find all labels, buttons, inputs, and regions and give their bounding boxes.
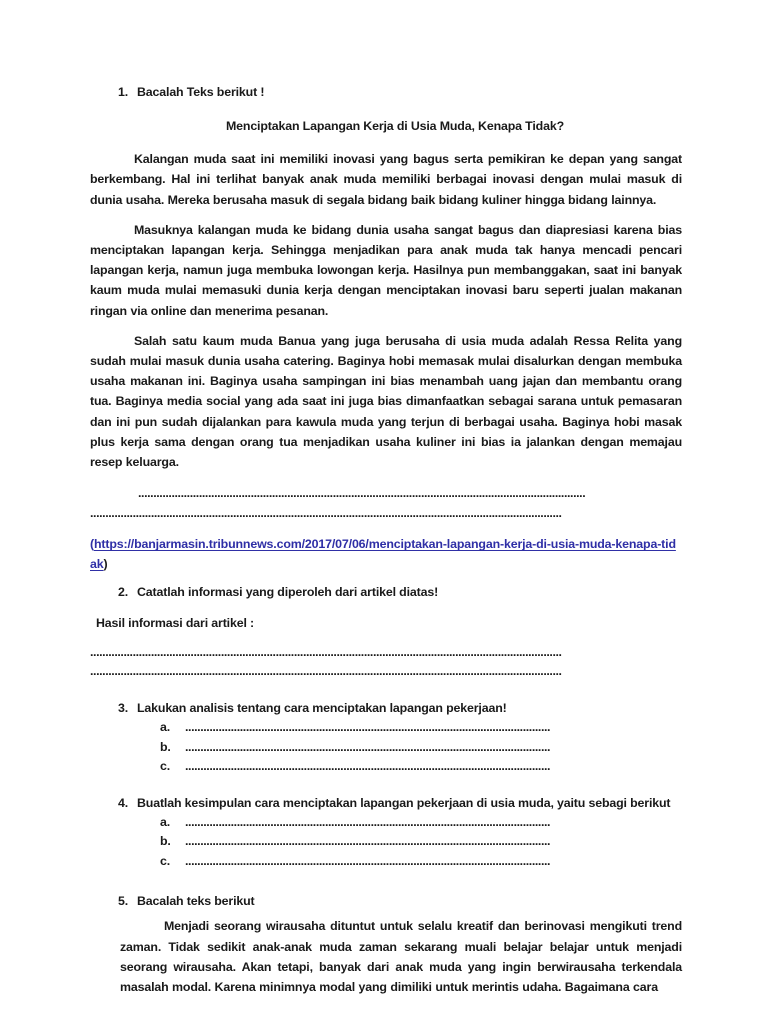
question-3-sub-a-marker: a.: [160, 720, 171, 735]
source-url[interactable]: https://banjarmasin.tribunnews.com/2017/07/06/menciptakan-lapangan-kerja-di-usia-muda-kenapa-tidak: [90, 537, 676, 571]
question-3-sub-c-marker: c.: [160, 759, 171, 774]
article-paragraph-3: Salah satu kaum muda Banua yang juga berusaha di usia muda adalah Ressa Relita yang sudah mulai masuk dunia usaha catering. Baginya hobi memasak mulai disalurkan dengan membuka usaha makanan ini. Baginya usaha sampingan ini bias menambah uang jajan dan membantu orang tua. Baginya media social yang ada saat ini juga bias dimanfaatkan sebagai sarana untuk pemasaran dan ini pun sudah dijalankan para kawula muda yang terjun di berbagai usaha. Baginya hobi masak plus kerja sama dengan orang tua menjadikan usaha kuliner ini bias ia jalankan dengan memajau resep keluarga.: [90, 333, 682, 470]
spacer: [90, 603, 682, 613]
question-4-sub-c-dotted-line[interactable]: ........................................................................................................................: [185, 853, 551, 868]
question-4-sub-b-dotted-line[interactable]: ........................................................................................................................: [185, 834, 551, 849]
question-4-subitem-a: [90, 813, 682, 833]
question-3-sub-b-marker: b.: [160, 739, 171, 754]
question-5-paragraph: Menjadi seorang wirausaha dituntut untuk selalu kreatif dan berinovasi mengikuti trend zaman. Tidak sedikit anak-anak muda zaman sekarang muali belajar belajar untuk menjadi seorang wirausaha. Akan tetapi, banyak dari anak muda yang ingin berwirausaha terkendala masalah modal. Karena minimnya modal yang dimiliki untuk merintis udaha. Bagaimana cara: [120, 919, 682, 995]
question-3-subitem-c: [90, 757, 682, 777]
article-paragraph-2: Masuknya kalangan muda ke bidang dunia usaha sangat bagus dan diapresiasi karena bias menciptakan lapangan kerja. Sehingga menjadikan para anak muda tak hanya mencadi pencari lapangan kerja, namun juga membuka lowongan kerja. Hasilnya pun membanggakan, saat ini banyak kaum muda mulai memasuki dunia kerja dengan menciptakan inovasi baru seperti jualan makanan ringan via online dan menerima pesanan.: [90, 222, 682, 318]
article-dotted-line-2[interactable]: ...........................................................................................................................................................: [90, 505, 562, 520]
question-item-2: [90, 582, 682, 602]
question-4-sub-a-dotted-line[interactable]: ........................................................................................................................: [185, 814, 551, 829]
question-4-subitem-b: [90, 832, 682, 852]
question-2-text: Catatlah informasi yang diperoleh dari artikel diatas!: [137, 585, 439, 600]
question-2-answer-label: Hasil informasi dari artikel :: [96, 615, 255, 630]
question-4-sub-b-marker: b.: [160, 834, 171, 849]
source-link-line[interactable]: [90, 535, 682, 574]
question-item-3: [90, 698, 682, 718]
question-3-text: Lakukan analisis tentang cara menciptakan lapangan pekerjaan!: [137, 700, 507, 715]
question-3-sub-b-dotted-line[interactable]: ........................................................................................................................: [185, 739, 551, 754]
question-1-marker: 1.: [118, 85, 129, 99]
question-2-dotted-line-2[interactable]: ...........................................................................................................................................................: [90, 664, 562, 679]
spacer: [90, 574, 682, 582]
question-2-dotted-line-1[interactable]: ...........................................................................................................................................................: [90, 644, 562, 659]
spacer: [90, 633, 682, 643]
question-3-sub-a-dotted-line[interactable]: ........................................................................................................................: [185, 720, 551, 735]
question-5-text: Bacalah teks berikut: [137, 894, 255, 909]
spacer: [90, 682, 682, 698]
article-title: Menciptakan Lapangan Kerja di Usia Muda, Kenapa Tidak?: [225, 119, 564, 134]
spacer: [90, 523, 682, 535]
question-item-5: [90, 891, 682, 911]
question-4-sub-a-marker: a.: [160, 814, 171, 829]
question-1-text: Bacalah Teks berikut !: [137, 85, 265, 99]
question-5-marker: 5.: [118, 894, 129, 909]
link-open-paren: (: [90, 537, 94, 552]
question-item-1: [90, 82, 682, 102]
spacer: [90, 777, 682, 793]
spacer: [90, 871, 682, 891]
question-2-marker: 2.: [118, 585, 129, 600]
article-paragraph-1: Kalangan muda saat ini memiliki inovasi yang bagus serta pemikiran ke depan yang sangat berkembang. Hal ini terlihat banyak anak muda memiliki berbagai inovasi dengan mulai masuk di dunia usaha. Mereka berusaha masuk di segala bidang baik bidang kuliner hingga bidang lainnya.: [90, 152, 682, 207]
question-4-subitem-c: [90, 852, 682, 872]
question-4-marker: 4.: [118, 795, 129, 810]
question-4-text: Buatlah kesimpulan cara menciptakan lapangan pekerjaan di usia muda, yaitu sebagi berikut: [137, 795, 671, 810]
worksheet-body: [90, 82, 682, 1007]
question-3-subitem-b: [90, 738, 682, 758]
link-close-paren: ): [103, 556, 108, 571]
question-3-marker: 3.: [118, 700, 129, 715]
question-4-sub-c-marker: c.: [160, 853, 171, 868]
question-3-sub-c-dotted-line[interactable]: ........................................................................................................................: [185, 759, 551, 774]
question-item-4: [90, 793, 682, 813]
article-dotted-line-1[interactable]: ...................................................................................................................................................: [138, 486, 586, 501]
question-3-subitem-a: [90, 718, 682, 738]
spacer: [90, 102, 682, 116]
